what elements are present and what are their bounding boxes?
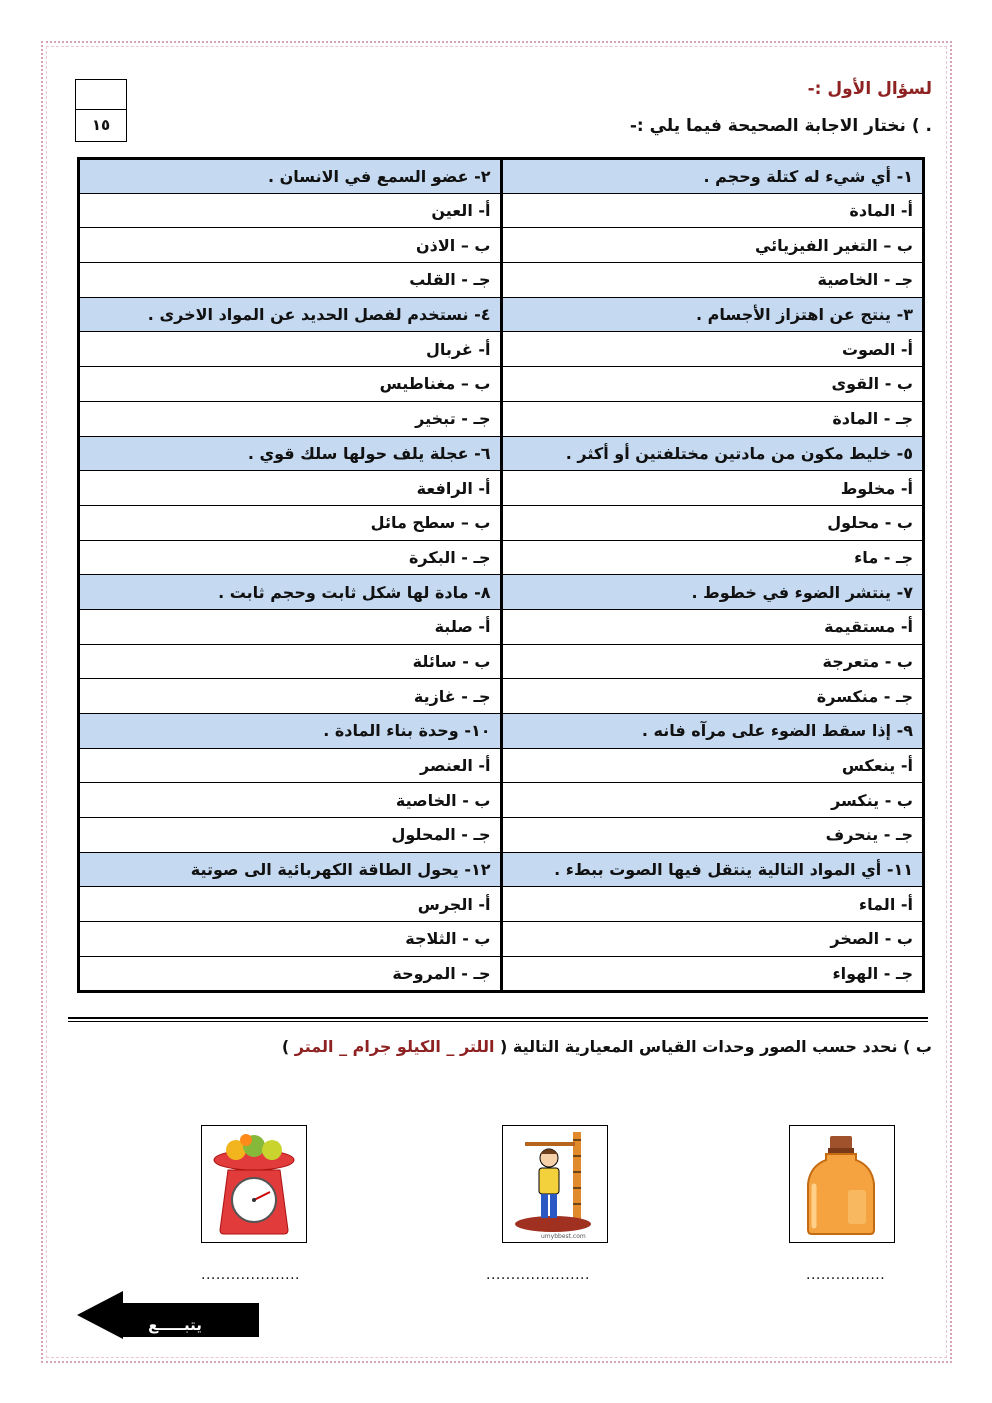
option-cell[interactable]: أ- العنصر	[79, 748, 502, 783]
option-row	[79, 922, 924, 957]
part-b-units: اللتر _ الكيلو جرام _ المتر	[289, 1037, 501, 1056]
question-cell: ٣- ينتج عن اهتزاز الأجسام .	[501, 297, 924, 332]
option-cell[interactable]: جـ - البكرة	[79, 540, 502, 575]
question-cell: ٨- مادة لها شكل ثابت وحجم ثابت .	[79, 575, 502, 610]
option-cell[interactable]: جـ - المروحة	[79, 956, 502, 991]
option-row	[79, 332, 924, 367]
option-row	[79, 263, 924, 298]
option-cell[interactable]: جـ - منكسرة	[501, 679, 924, 714]
option-cell[interactable]: ب - الثلاجة	[79, 922, 502, 957]
option-cell[interactable]: أ- ينعكس	[501, 748, 924, 783]
option-cell[interactable]: أ- الرافعة	[79, 471, 502, 506]
question-cell: ٤- نستخدم لفصل الحديد عن المواد الاخرى .	[79, 297, 502, 332]
option-row	[79, 401, 924, 436]
option-cell[interactable]: جـ - الهواء	[501, 956, 924, 991]
question-cell: ١١- أي المواد التالية ينتقل فيها الصوت ببطء .	[501, 852, 924, 887]
section-divider-thin	[68, 1021, 928, 1022]
scale-image	[201, 1125, 307, 1243]
question-cell: ١٢- يحول الطاقة الكهربائية الى صوتية	[79, 852, 502, 887]
question-cell: ٧- ينتشر الضوء في خطوط .	[501, 575, 924, 610]
option-cell[interactable]: أ- صلبة	[79, 609, 502, 644]
answer-blank-scale[interactable]: ....................	[201, 1267, 301, 1283]
option-cell[interactable]: ب – الاذن	[79, 228, 502, 263]
part-b-close: )	[281, 1037, 290, 1056]
option-row	[79, 783, 924, 818]
question-title: لسؤال الأول :-	[807, 79, 932, 99]
option-cell[interactable]: أ- المادة	[501, 193, 924, 228]
height-chart-icon	[503, 1126, 606, 1241]
option-cell[interactable]: ب - ينكسر	[501, 783, 924, 818]
question-cell: ٦- عجلة يلف حولها سلك قوي .	[79, 436, 502, 471]
option-cell[interactable]: ب – مغناطيس	[79, 367, 502, 402]
option-row	[79, 505, 924, 540]
option-row	[79, 956, 924, 991]
option-cell[interactable]: أ- مخلوط	[501, 471, 924, 506]
continue-label: يتبـــــع	[148, 1316, 202, 1334]
mcq-table	[77, 157, 925, 993]
option-cell[interactable]: ب - متعرجة	[501, 644, 924, 679]
option-row	[79, 193, 924, 228]
option-row	[79, 228, 924, 263]
option-row	[79, 609, 924, 644]
kitchen-scale-icon	[202, 1126, 305, 1241]
answer-blank-height[interactable]: .....................	[486, 1267, 590, 1283]
question-cell: ٢- عضو السمع في الانسان .	[79, 159, 502, 194]
option-row	[79, 887, 924, 922]
bottle-icon	[790, 1126, 893, 1241]
question-row	[79, 852, 924, 887]
option-cell[interactable]: ب - الصخر	[501, 922, 924, 957]
option-cell[interactable]: ب – التغير الفيزيائي	[501, 228, 924, 263]
option-cell[interactable]: ب - سائلة	[79, 644, 502, 679]
option-cell[interactable]: جـ - القلب	[79, 263, 502, 298]
option-cell[interactable]: أ- غربال	[79, 332, 502, 367]
option-cell[interactable]: جـ - المحلول	[79, 818, 502, 853]
part-b-instruction	[282, 1037, 932, 1056]
option-cell[interactable]: أ- العين	[79, 193, 502, 228]
question-cell: ١٠- وحدة بناء المادة .	[79, 714, 502, 749]
option-cell[interactable]: أ- الصوت	[501, 332, 924, 367]
option-row	[79, 748, 924, 783]
question-instruction: . ) نختار الاجابة الصحيحة فيما يلي :-	[629, 116, 932, 136]
score-box-top	[76, 80, 126, 110]
option-row	[79, 367, 924, 402]
option-row	[79, 540, 924, 575]
option-row	[79, 679, 924, 714]
question-row	[79, 575, 924, 610]
bottle-image	[789, 1125, 895, 1243]
option-row	[79, 818, 924, 853]
option-cell[interactable]: جـ - تبخير	[79, 401, 502, 436]
option-cell[interactable]: جـ - غازية	[79, 679, 502, 714]
question-cell: ١- أي شيء له كتلة وحجم .	[501, 159, 924, 194]
option-cell[interactable]: أ- الجرس	[79, 887, 502, 922]
height-measure-image	[502, 1125, 608, 1243]
question-row	[79, 297, 924, 332]
answer-blank-bottle[interactable]: ................	[806, 1267, 886, 1283]
option-row	[79, 644, 924, 679]
option-cell[interactable]: جـ - ماء	[501, 540, 924, 575]
option-cell[interactable]: ب - الخاصية	[79, 783, 502, 818]
option-cell[interactable]: جـ - المادة	[501, 401, 924, 436]
question-row	[79, 436, 924, 471]
question-row	[79, 159, 924, 194]
question-cell: ٥- خليط مكون من مادتين مختلفتين أو أكثر .	[501, 436, 924, 471]
option-cell[interactable]: ب - القوى	[501, 367, 924, 402]
section-divider	[68, 1017, 928, 1019]
question-row	[79, 714, 924, 749]
option-cell[interactable]: ب - محلول	[501, 505, 924, 540]
option-cell[interactable]: جـ - ينحرف	[501, 818, 924, 853]
option-cell[interactable]: ب – سطح مائل	[79, 505, 502, 540]
score-value: ١٥	[91, 116, 111, 134]
svg-text:umybbest.com: umybbest.com	[541, 1233, 586, 1240]
option-cell[interactable]: أ- الماء	[501, 887, 924, 922]
option-row	[79, 471, 924, 506]
part-b-text: ب ) نحدد حسب الصور وحدات القياس المعيارية التالية (	[500, 1037, 932, 1056]
option-cell[interactable]: أ- مستقيمة	[501, 609, 924, 644]
question-cell: ٩- إذا سقط الضوء على مرآه فانه .	[501, 714, 924, 749]
score-box	[75, 79, 127, 142]
option-cell[interactable]: جـ - الخاصية	[501, 263, 924, 298]
